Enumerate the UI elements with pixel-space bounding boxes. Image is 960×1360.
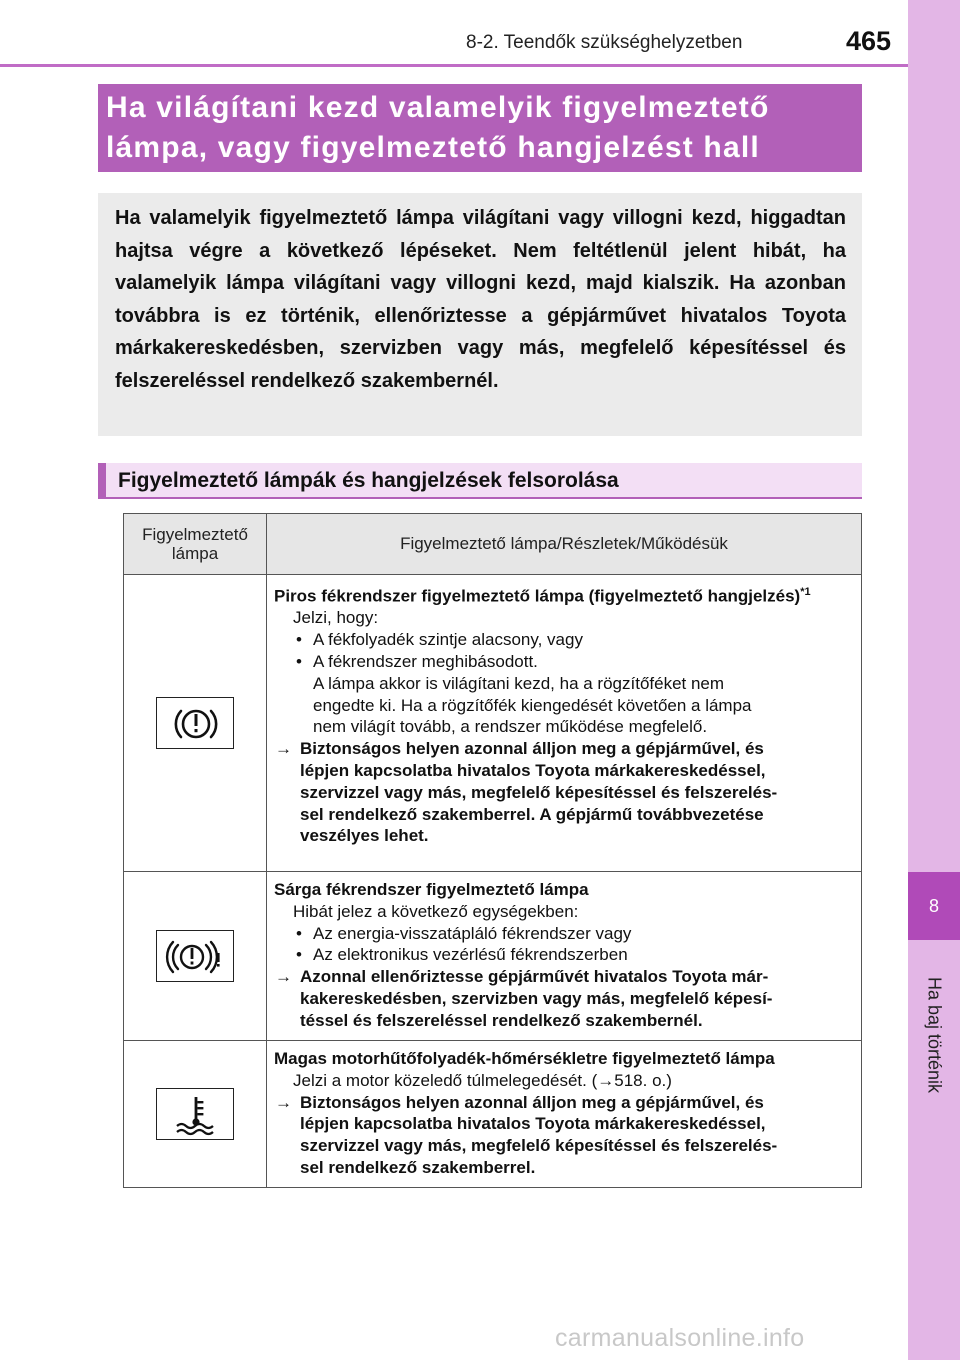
lamp-title: Magas motorhűtőfolyadék-hőmérsékletre figyelmeztető lámpa (274, 1049, 775, 1068)
subheading (98, 463, 862, 499)
arrow-icon: → (275, 967, 292, 987)
side-tab-chapter-label (914, 960, 954, 1110)
table-row (124, 1041, 862, 1188)
table-cell-description (267, 1041, 862, 1188)
list-item: • A fékrendszer meghibásodott. (274, 651, 847, 673)
table-cell-description (267, 575, 862, 872)
lamp-intro: Hibát jelez a következő egységekben: (293, 901, 579, 921)
table-header-details: Figyelmeztető lámpa/Részletek/Működésük (267, 514, 862, 575)
main-title-line-1: Ha világítani kezd valamelyik figyelmeztető (106, 91, 770, 124)
list-item-continuation: nem világít tovább, a rendszer működése megfelelő. (313, 717, 708, 737)
watermark: carmanualsonline.info (555, 1324, 805, 1352)
lamp-title: Sárga fékrendszer figyelmeztető lámpa (274, 880, 589, 899)
table-row (124, 872, 862, 1041)
list-item: • A fékfolyadék szintje alacsony, vagy (274, 629, 847, 651)
main-title-banner (98, 84, 862, 172)
lamp-title: Piros fékrendszer figyelmeztető lámpa (figyelmeztető hangjelzés) (274, 586, 801, 606)
brake-warning-icon (156, 697, 234, 749)
list-item-continuation: A lámpa akkor is világítani kezd, ha a rögzítőféket nem (313, 673, 725, 693)
side-tab-label: Ha baj történik (924, 976, 945, 1094)
table-row (124, 575, 862, 872)
table-cell-icon (124, 575, 267, 872)
table-cell-icon (124, 872, 267, 1041)
main-title-line-2: lámpa, vagy figyelmeztető hangjelzést hall (106, 131, 760, 164)
section-reference: 8-2. Teendők szükséghelyzetben (466, 32, 743, 53)
lamp-intro: Jelzi a motor közeledő túlmelegedését. (→518. o.) (293, 1070, 672, 1090)
lamp-intro: Jelzi, hogy: (293, 608, 379, 628)
subheading-text: Figyelmeztető lámpák és hangjelzések felsorolása (118, 469, 619, 492)
list-item-continuation: engedte ki. Ha a rögzítőfék kiengedését követően a lámpa (313, 695, 752, 715)
page-number: 465 (846, 26, 892, 56)
arrow-icon: → (275, 739, 292, 759)
coolant-temperature-icon (156, 1088, 234, 1140)
side-tab-strip (908, 0, 960, 1360)
list-item: • Az elektronikus vezérlésű fékrendszerben (274, 944, 847, 966)
header-rule (0, 64, 908, 67)
side-tab-chapter-number (908, 872, 960, 940)
footnote-marker: *1 (800, 586, 811, 598)
action-instruction: → Azonnal ellenőriztesse gépjárművét hivatalos Toyota már- kakereskedésben, szervizben vagy más, megfelelő képesí- téssel és felszereléssel rendelkező szakembernél. (275, 967, 773, 1030)
table-header-lamp: Figyelmeztető lámpa (124, 514, 267, 575)
arrow-icon: → (275, 1092, 292, 1112)
intro-box (98, 193, 862, 436)
table-header-row (124, 514, 862, 575)
side-tab-number: 8 (928, 895, 939, 916)
action-instruction: → Biztonságos helyen azonnal álljon meg a gépjárművel, és lépjen kapcsolatba hivatalos Toyota márkakereskedéssel, szervizzel vagy más, megfelelő képesítéssel és felszerelés- sel rendelkező szakemberrel. (275, 1092, 778, 1177)
list-item: • Az energia-visszatápláló fékrendszer vagy (274, 923, 847, 945)
table-cell-icon (124, 1041, 267, 1188)
table-cell-description (267, 872, 862, 1041)
brake-system-icon (156, 930, 234, 982)
intro-text: Ha valamelyik figyelmeztető lámpa világítani vagy villogni kezd, higgadtan hajtsa végre a következő lépéseket. Nem feltétlenül jelent hibát, ha valamelyik lámpa világítani vagy villogni kezd, majd kialszik. Ha azonban továbbra is ez történik, ellenőriztesse a gépjárművet hivatalos Toyota márkakereskedésben, szervizben vagy más, megfelelő képesítéssel és felszereléssel rendelkező szakembernél. (115, 207, 846, 392)
warning-lights-table (123, 513, 862, 1188)
action-instruction: → Biztonságos helyen azonnal álljon meg a gépjárművel, és lépjen kapcsolatba hivatalos Toyota márkakereskedéssel, szervizzel vagy más, megfelelő képesítéssel és felszerelés- sel rendelkező szakemberrel. A gépjármű továbbvezetése veszélyes lehet. (275, 739, 778, 846)
